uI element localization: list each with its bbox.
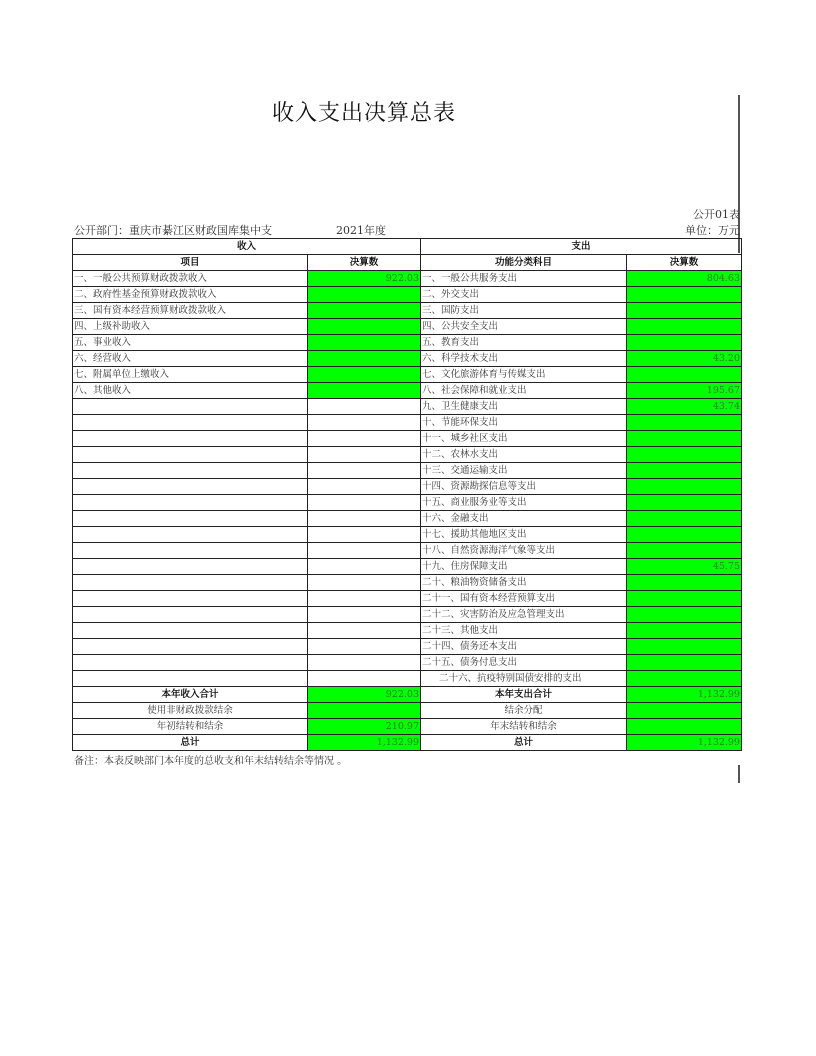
table-row bbox=[73, 335, 742, 351]
expense-item-label: 七、文化旅游体育与传媒支出 bbox=[421, 367, 627, 383]
empty-cell bbox=[308, 655, 421, 671]
expense-item-label: 十七、援助其他地区支出 bbox=[421, 527, 627, 543]
income-item-value bbox=[308, 335, 421, 351]
summary-row bbox=[73, 703, 742, 719]
income-item-label: 七、附属单位上缴收入 bbox=[73, 367, 308, 383]
expense-item-value bbox=[627, 511, 742, 527]
income-item-value bbox=[308, 383, 421, 399]
unit-label: 单位：万元 bbox=[685, 224, 740, 237]
table-row bbox=[73, 415, 742, 431]
nonfiscal-surplus-label: 使用非财政拨款结余 bbox=[73, 703, 308, 719]
table-row bbox=[73, 559, 742, 575]
table-row bbox=[73, 655, 742, 671]
table-row bbox=[73, 623, 742, 639]
expense-item-label: 二十二、灾害防治及应急管理支出 bbox=[421, 607, 627, 623]
expense-item-label: 二十、粮油物资储备支出 bbox=[421, 575, 627, 591]
expense-item-value bbox=[627, 639, 742, 655]
expense-item-value bbox=[627, 607, 742, 623]
func-item-header: 功能分类科目 bbox=[421, 255, 627, 271]
expense-item-value bbox=[627, 367, 742, 383]
expense-item-value bbox=[627, 655, 742, 671]
expense-item-value bbox=[627, 415, 742, 431]
empty-cell bbox=[73, 415, 308, 431]
table-row bbox=[73, 607, 742, 623]
expense-item-label: 一、一般公共服务支出 bbox=[421, 271, 627, 287]
expense-item-value bbox=[627, 319, 742, 335]
expense-item-value bbox=[627, 527, 742, 543]
grand-total-label: 总计 bbox=[73, 735, 308, 751]
page-title: 收入支出决算总表 bbox=[271, 101, 456, 126]
header-row-2 bbox=[73, 255, 742, 271]
table-row bbox=[73, 287, 742, 303]
expense-total-value: 1,132.99 bbox=[627, 687, 742, 703]
empty-cell bbox=[73, 495, 308, 511]
expense-item-label: 十九、住房保障支出 bbox=[421, 559, 627, 575]
expense-item-label: 四、公共安全支出 bbox=[421, 319, 627, 335]
expense-item-label: 九、卫生健康支出 bbox=[421, 399, 627, 415]
income-total-label: 本年收入合计 bbox=[73, 687, 308, 703]
nonfiscal-surplus-value bbox=[308, 703, 421, 719]
expense-item-value: 43.20 bbox=[627, 351, 742, 367]
expense-item-value bbox=[627, 287, 742, 303]
table-row bbox=[73, 303, 742, 319]
amount-header: 决算数 bbox=[308, 255, 421, 271]
expense-item-label: 三、国防支出 bbox=[421, 303, 627, 319]
expense-item-label: 十五、商业服务业等支出 bbox=[421, 495, 627, 511]
empty-cell bbox=[308, 527, 421, 543]
income-item-label: 八、其他收入 bbox=[73, 383, 308, 399]
page-edge-line-lower bbox=[738, 765, 740, 783]
table-row bbox=[73, 591, 742, 607]
expense-item-label: 十、节能环保支出 bbox=[421, 415, 627, 431]
expense-item-value bbox=[627, 543, 742, 559]
expense-item-label: 二十三、其他支出 bbox=[421, 623, 627, 639]
expense-item-value bbox=[627, 431, 742, 447]
empty-cell bbox=[308, 639, 421, 655]
grand-total-income: 1,132.99 bbox=[308, 735, 421, 751]
beginning-balance-value: 210.97 bbox=[308, 719, 421, 735]
income-item-label: 三、国有资本经营预算财政拨款收入 bbox=[73, 303, 308, 319]
empty-cell bbox=[308, 447, 421, 463]
empty-cell bbox=[308, 559, 421, 575]
expense-item-label: 十四、资源勘探信息等支出 bbox=[421, 479, 627, 495]
expense-item-value: 45.75 bbox=[627, 559, 742, 575]
income-item-value bbox=[308, 351, 421, 367]
income-item-value bbox=[308, 287, 421, 303]
table-row bbox=[73, 575, 742, 591]
expense-item-label: 十八、自然资源海洋气象等支出 bbox=[421, 543, 627, 559]
expense-item-label: 十一、城乡社区支出 bbox=[421, 431, 627, 447]
expense-item-label: 十二、农林水支出 bbox=[421, 447, 627, 463]
table-body bbox=[73, 239, 742, 751]
empty-cell bbox=[73, 623, 308, 639]
empty-cell bbox=[73, 399, 308, 415]
expense-item-value bbox=[627, 623, 742, 639]
meta-row bbox=[74, 222, 740, 238]
table-row bbox=[73, 351, 742, 367]
empty-cell bbox=[73, 431, 308, 447]
expense-item-value bbox=[627, 335, 742, 351]
expense-item-value: 804.63 bbox=[627, 271, 742, 287]
income-item-value: 922.03 bbox=[308, 271, 421, 287]
expense-item-value bbox=[627, 575, 742, 591]
beginning-balance-label: 年初结转和结余 bbox=[73, 719, 308, 735]
form-number: 公开01表 bbox=[693, 208, 740, 221]
empty-cell bbox=[73, 655, 308, 671]
expense-item-value bbox=[627, 447, 742, 463]
empty-cell bbox=[73, 671, 308, 687]
header-row-1 bbox=[73, 239, 742, 255]
ending-balance-label: 年末结转和结余 bbox=[421, 719, 627, 735]
table-row bbox=[73, 447, 742, 463]
table-row bbox=[73, 671, 742, 687]
empty-cell bbox=[73, 591, 308, 607]
empty-cell bbox=[73, 511, 308, 527]
table-row bbox=[73, 527, 742, 543]
expense-item-label: 八、社会保障和就业支出 bbox=[421, 383, 627, 399]
empty-cell bbox=[73, 527, 308, 543]
income-item-label: 四、上级补助收入 bbox=[73, 319, 308, 335]
summary-row bbox=[73, 735, 742, 751]
empty-cell bbox=[308, 495, 421, 511]
expense-item-value bbox=[627, 303, 742, 319]
income-item-label: 一、一般公共预算财政拨款收入 bbox=[73, 271, 308, 287]
fiscal-year: 2021年度 bbox=[336, 224, 386, 237]
empty-cell bbox=[308, 399, 421, 415]
empty-cell bbox=[308, 575, 421, 591]
expense-item-value: 195.67 bbox=[627, 383, 742, 399]
income-item-value bbox=[308, 303, 421, 319]
empty-cell bbox=[73, 479, 308, 495]
expense-item-label: 二十一、国有资本经营预算支出 bbox=[421, 591, 627, 607]
empty-cell bbox=[308, 431, 421, 447]
empty-cell bbox=[73, 543, 308, 559]
grand-total-expense: 1,132.99 bbox=[627, 735, 742, 751]
table-row bbox=[73, 479, 742, 495]
income-item-value bbox=[308, 319, 421, 335]
empty-cell bbox=[308, 671, 421, 687]
table-row bbox=[73, 463, 742, 479]
table-row bbox=[73, 271, 742, 287]
expense-item-value bbox=[627, 463, 742, 479]
empty-cell bbox=[73, 639, 308, 655]
expense-header: 支出 bbox=[421, 239, 742, 255]
income-item-label: 五、事业收入 bbox=[73, 335, 308, 351]
empty-cell bbox=[308, 591, 421, 607]
empty-cell bbox=[308, 623, 421, 639]
empty-cell bbox=[308, 607, 421, 623]
table-row bbox=[73, 399, 742, 415]
expense-item-label: 二十五、债务付息支出 bbox=[421, 655, 627, 671]
expense-item-label: 六、科学技术支出 bbox=[421, 351, 627, 367]
expense-item-label: 五、教育支出 bbox=[421, 335, 627, 351]
summary-row bbox=[73, 719, 742, 735]
empty-cell bbox=[308, 463, 421, 479]
empty-cell bbox=[73, 463, 308, 479]
ending-balance-value bbox=[627, 719, 742, 735]
income-item-label: 二、政府性基金预算财政拨款收入 bbox=[73, 287, 308, 303]
table-row bbox=[73, 495, 742, 511]
expense-item-label: 二、外交支出 bbox=[421, 287, 627, 303]
empty-cell bbox=[73, 447, 308, 463]
expense-item-value bbox=[627, 479, 742, 495]
department-label: 公开部门：重庆市綦江区财政国库集中支 bbox=[74, 224, 272, 237]
surplus-distribution-value bbox=[627, 703, 742, 719]
surplus-distribution-label: 结余分配 bbox=[421, 703, 627, 719]
table-row bbox=[73, 639, 742, 655]
expense-item-label: 二十六、抗疫特别国债安排的支出 bbox=[421, 671, 627, 687]
empty-cell bbox=[73, 607, 308, 623]
summary-row bbox=[73, 687, 742, 703]
expense-item-label: 十六、金融支出 bbox=[421, 511, 627, 527]
income-item-label: 六、经营收入 bbox=[73, 351, 308, 367]
amount2-header: 决算数 bbox=[627, 255, 742, 271]
expense-total-label: 本年支出合计 bbox=[421, 687, 627, 703]
income-item-value bbox=[308, 367, 421, 383]
grand-total-label-expense: 总计 bbox=[421, 735, 627, 751]
expense-item-label: 二十四、债务还本支出 bbox=[421, 639, 627, 655]
expense-item-label: 十三、交通运输支出 bbox=[421, 463, 627, 479]
income-total-value: 922.03 bbox=[308, 687, 421, 703]
empty-cell bbox=[73, 559, 308, 575]
table-row bbox=[73, 383, 742, 399]
budget-table bbox=[72, 238, 742, 751]
income-header: 收入 bbox=[73, 239, 421, 255]
empty-cell bbox=[308, 543, 421, 559]
table-row bbox=[73, 319, 742, 335]
expense-item-value bbox=[627, 591, 742, 607]
empty-cell bbox=[308, 479, 421, 495]
expense-item-value bbox=[627, 495, 742, 511]
expense-item-value: 43.74 bbox=[627, 399, 742, 415]
empty-cell bbox=[308, 511, 421, 527]
empty-cell bbox=[308, 415, 421, 431]
footnote: 备注：本表反映部门本年度的总收支和年末结转结余等情况 。 bbox=[74, 756, 348, 767]
table-row bbox=[73, 511, 742, 527]
item-header: 项目 bbox=[73, 255, 308, 271]
table-row bbox=[73, 367, 742, 383]
table-row bbox=[73, 431, 742, 447]
expense-item-value bbox=[627, 671, 742, 687]
empty-cell bbox=[73, 575, 308, 591]
table-row bbox=[73, 543, 742, 559]
